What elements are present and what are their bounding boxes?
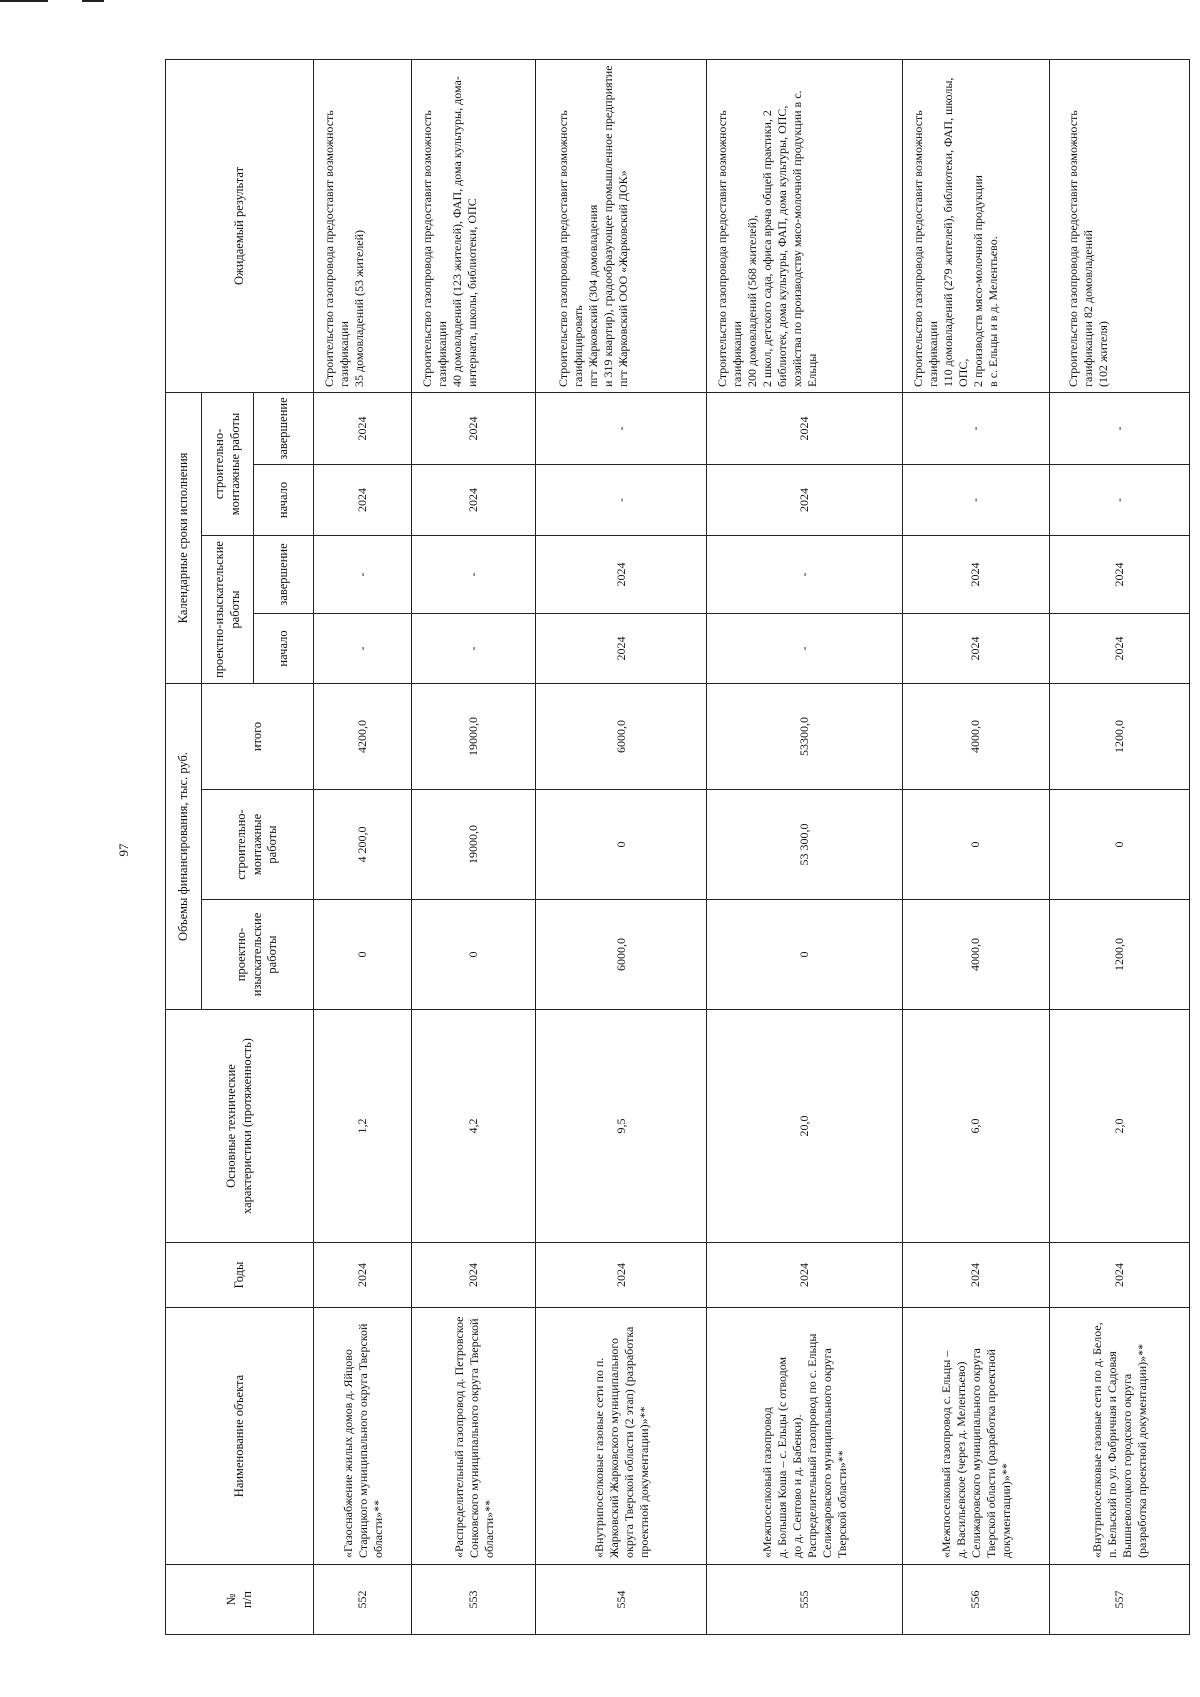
cell-total: 19000,0: [411, 683, 535, 789]
cell-pir-end: -: [707, 535, 902, 613]
table-row: [707, 59, 902, 1634]
header-schedule-pir: проектно-изыскательские работы: [202, 535, 254, 683]
scan-mark: [82, 0, 104, 2]
header-finance-pir: проектно-изыскательские работы: [202, 900, 314, 1010]
cell-smr-start: -: [1049, 464, 1189, 535]
cell-pir-start: -: [411, 613, 535, 683]
cell-year: 2024: [707, 1243, 902, 1308]
cell-pir-start: 2024: [902, 613, 1049, 683]
cell-pir-start: -: [707, 613, 902, 683]
cell-pir: 1200,0: [1049, 900, 1189, 1010]
header-schedule-smr: строительно-монтажные работы: [202, 392, 254, 535]
cell-year: 2024: [535, 1243, 706, 1308]
cell-total: 4000,0: [902, 683, 1049, 789]
cell-pir-end: 2024: [902, 535, 1049, 613]
cell-name: «Межпоселковый газопровод с. Ельцы – д. Васильевское (через д. Мелентьево) Селижаровского муниципального округа Тверской области (разработка проектной документации)»**: [902, 1308, 1049, 1565]
cell-total: 53300,0: [707, 683, 902, 789]
table-row: [411, 59, 535, 1634]
cell-pir-end: -: [314, 535, 412, 613]
cell-smr-end: 2024: [314, 392, 412, 464]
cell-smr: 0: [1049, 790, 1189, 900]
header-finance-total: итого: [202, 683, 314, 789]
cell-pir-start: 2024: [1049, 613, 1189, 683]
cell-smr-start: 2024: [707, 464, 902, 535]
cell-smr-end: 2024: [411, 392, 535, 464]
cell-result: [314, 59, 412, 392]
cell-pir-end: 2024: [1049, 535, 1189, 613]
cell-pir: 0: [411, 900, 535, 1010]
table-row: [314, 59, 412, 1634]
cell-result: [902, 59, 1049, 392]
header-finance-group: Объемы финансирования, тыс. руб.: [166, 683, 202, 1009]
cell-smr: 53 300,0: [707, 790, 902, 900]
cell-result: [535, 59, 706, 392]
cell-num: 557: [1049, 1565, 1189, 1635]
table-row: [1049, 59, 1189, 1634]
scan-mark: [0, 0, 48, 2]
cell-num: 552: [314, 1565, 412, 1635]
cell-smr: 4 200,0: [314, 790, 412, 900]
cell-num: 556: [902, 1565, 1049, 1635]
cell-length: 9,5: [535, 1010, 706, 1243]
cell-pir: 4000,0: [902, 900, 1049, 1010]
cell-length: 1,2: [314, 1010, 412, 1243]
cell-total: 1200,0: [1049, 683, 1189, 789]
cell-pir: 0: [707, 900, 902, 1010]
cell-pir-end: 2024: [535, 535, 706, 613]
cell-name: «Распределительный газопровод д. Петровское Сонковского муниципального округа Тверской области»**: [411, 1308, 535, 1565]
cell-length: 6,0: [902, 1010, 1049, 1243]
cell-name: «Внутрипоселковые газовые сети по д. Белое, п. Бельский по ул. Фабричная и Садовая Вышневолоцкого городского округа (разработка проектной документации)»**: [1049, 1308, 1189, 1565]
cell-pir: 0: [314, 900, 412, 1010]
cell-smr-end: -: [902, 392, 1049, 464]
cell-length: 4,2: [411, 1010, 535, 1243]
cell-smr-start: 2024: [411, 464, 535, 535]
result-text: Строительство газопровода предоставит возможность газифицировать пгт Жарковский (304 домовладения и 319 квартир), градообразующее промышленное предприятие пгт Жарковский ООО «Жарковский ДОК»: [555, 65, 630, 387]
header-pir-end: завершение: [254, 535, 314, 613]
header-finance-smr: строительно-монтажные работы: [202, 790, 314, 900]
table-header: [166, 59, 314, 1634]
header-result: Ожидаемый результат: [166, 59, 314, 392]
table-row: [902, 59, 1049, 1634]
header-pir-start: начало: [254, 613, 314, 683]
result-text: Строительство газопровода предоставит возможность газификации 110 домовладений (279 жителей), библиотеки, ФАП, школы, ОПС, 2 производств мясо-молочной продукции в с. Ельцы и в д. Мелентьево.: [910, 77, 1000, 387]
header-name: Наименование объекта: [166, 1308, 314, 1565]
cell-year: 2024: [1049, 1243, 1189, 1308]
cell-num: 555: [707, 1565, 902, 1635]
table-body: [314, 59, 1190, 1634]
header-smr-end: завершение: [254, 392, 314, 464]
cell-smr: 0: [902, 790, 1049, 900]
header-tech: Основные технические характеристики (протяженность): [166, 1010, 314, 1243]
cell-total: 4200,0: [314, 683, 412, 789]
cell-year: 2024: [902, 1243, 1049, 1308]
cell-smr-end: 2024: [707, 392, 902, 464]
cell-smr-start: -: [902, 464, 1049, 535]
gas-pipeline-table: [165, 59, 1190, 1635]
cell-result: [411, 59, 535, 392]
result-text: Строительство газопровода предоставит возможность газификации 200 домовладений (568 жителей), 2 школ, детского сада, офиса врача общей практики, 2 библиотек, дома культуры, ФАП, дома культуры, ОПС, хозяйства по производству мясо-молочной продукции в с. Ельцы: [715, 90, 820, 387]
result-text: Строительство газопровода предоставит возможность газификации 40 домовладений (123 жителей), ФАП, дома культуры, дома-интерната, школы, библиотеки, ОПС: [419, 76, 479, 387]
cell-pir: 6000,0: [535, 900, 706, 1010]
cell-name: «Межпоселковый газопровод д. Большая Коша – с. Ельцы (с отводом до д. Сентово и д. Бабенки). Распределительный газопровод по с. Ельцы Селижаровского муниципального округа Тверской области»**: [707, 1308, 902, 1565]
cell-total: 6000,0: [535, 683, 706, 789]
cell-num: 554: [535, 1565, 706, 1635]
cell-year: 2024: [314, 1243, 412, 1308]
cell-name: «Газоснабжение жилых домов д. Яйцово Старицкого муниципального округа Тверской области»**: [314, 1308, 412, 1565]
cell-smr-start: 2024: [314, 464, 412, 535]
rotated-table-container: [165, 60, 1190, 1635]
table-row: [535, 59, 706, 1634]
header-schedule-group: Календарные сроки исполнения: [166, 392, 202, 683]
cell-pir-start: -: [314, 613, 412, 683]
header-years: Годы: [166, 1243, 314, 1308]
cell-result: [1049, 59, 1189, 392]
header-num: № п/п: [166, 1565, 314, 1635]
header-smr-start: начало: [254, 464, 314, 535]
cell-smr: 19000,0: [411, 790, 535, 900]
cell-length: 20,0: [707, 1010, 902, 1243]
cell-smr-end: -: [535, 392, 706, 464]
cell-smr-end: -: [1049, 392, 1189, 464]
cell-name: «Внутрипоселковые газовые сети по п. Жарковский Жарковского муниципального округа Тверской области (2 этап) (разработка проектной документации)»**: [535, 1308, 706, 1565]
cell-pir-end: -: [411, 535, 535, 613]
page-number: 97: [116, 843, 131, 857]
cell-length: 2,0: [1049, 1010, 1189, 1243]
cell-result: [707, 59, 902, 392]
cell-num: 553: [411, 1565, 535, 1635]
result-text: Строительство газопровода предоставит возможность газификации 35 домовладений (53 жителей): [322, 110, 366, 387]
cell-year: 2024: [411, 1243, 535, 1308]
result-text: Строительство газопровода предоставит возможность газификации 82 домовладений (102 жителя): [1065, 110, 1110, 387]
cell-smr-start: -: [535, 464, 706, 535]
cell-pir-start: 2024: [535, 613, 706, 683]
cell-smr: 0: [535, 790, 706, 900]
